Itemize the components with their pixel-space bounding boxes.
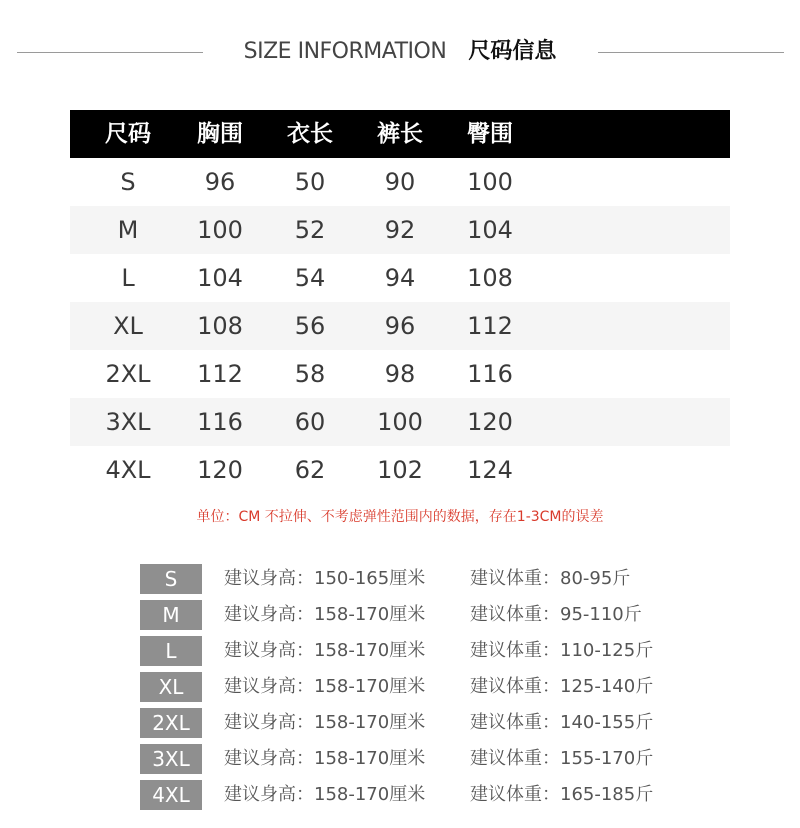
recommended-height: 建议身高：158-170厘米 [224, 748, 426, 769]
recommended-height: 建议身高：158-170厘米 [224, 640, 426, 661]
table-row [70, 158, 730, 206]
cell-chest: 112 [197, 360, 243, 388]
column-header-hip: 臀围 [467, 121, 513, 147]
cell-chest: 108 [197, 312, 243, 340]
cell-hip: 120 [467, 408, 513, 436]
header-divider-right [598, 52, 784, 53]
cell-size: S [120, 168, 136, 196]
recommended-weight: 建议体重：140-155斤 [470, 712, 654, 733]
recommendation-list [140, 563, 740, 815]
recommended-weight: 建议体重：110-125斤 [470, 640, 654, 661]
list-item [140, 779, 740, 815]
cell-hip: 100 [467, 168, 513, 196]
cell-chest: 100 [197, 216, 243, 244]
cell-length: 60 [294, 408, 326, 436]
cell-size: M [117, 216, 139, 244]
list-item [140, 599, 740, 635]
recommended-weight: 建议体重：95-110斤 [470, 604, 642, 625]
size-table [70, 110, 730, 494]
cell-chest: 116 [197, 408, 243, 436]
size-badge: XL [140, 672, 202, 702]
cell-hip: 108 [467, 264, 513, 292]
cell-pants-length: 98 [384, 360, 416, 388]
table-row [70, 350, 730, 398]
size-badge: 2XL [140, 708, 202, 738]
cell-pants-length: 94 [384, 264, 416, 292]
column-header-length: 衣长 [287, 121, 333, 147]
recommended-weight: 建议体重：155-170斤 [470, 748, 654, 769]
recommended-height: 建议身高：158-170厘米 [224, 604, 426, 625]
list-item [140, 563, 740, 599]
table-row [70, 206, 730, 254]
list-item [140, 635, 740, 671]
title-english: SIZE INFORMATION [243, 39, 447, 64]
cell-length: 56 [294, 312, 326, 340]
cell-size: 2XL [105, 360, 151, 388]
cell-size: 4XL [105, 456, 151, 484]
column-header-chest: 胸围 [197, 121, 243, 147]
cell-length: 58 [294, 360, 326, 388]
table-header-row [70, 110, 730, 158]
cell-length: 54 [294, 264, 326, 292]
list-item [140, 671, 740, 707]
cell-length: 62 [294, 456, 326, 484]
cell-length: 50 [294, 168, 326, 196]
recommended-height: 建议身高：150-165厘米 [224, 568, 426, 589]
cell-length: 52 [294, 216, 326, 244]
table-row [70, 302, 730, 350]
size-badge: 3XL [140, 744, 202, 774]
size-badge: L [140, 636, 202, 666]
cell-size: XL [113, 312, 143, 340]
size-badge: 4XL [140, 780, 202, 810]
list-item [140, 743, 740, 779]
cell-hip: 124 [467, 456, 513, 484]
cell-hip: 112 [467, 312, 513, 340]
title-chinese: 尺码信息 [468, 39, 557, 64]
cell-pants-length: 92 [384, 216, 416, 244]
recommended-height: 建议身高：158-170厘米 [224, 712, 426, 733]
recommended-weight: 建议体重：165-185斤 [470, 784, 654, 805]
cell-pants-length: 100 [377, 408, 423, 436]
measurement-note: 单位：CM 不拉伸、不考虑弹性范围内的数据，存在1-3CM的误差 [196, 509, 604, 525]
recommended-height: 建议身高：158-170厘米 [224, 676, 426, 697]
size-badge: M [140, 600, 202, 630]
cell-pants-length: 96 [384, 312, 416, 340]
column-header-size: 尺码 [105, 121, 151, 147]
cell-size: 3XL [105, 408, 151, 436]
size-badge: S [140, 564, 202, 594]
recommended-weight: 建议体重：125-140斤 [470, 676, 654, 697]
table-row [70, 254, 730, 302]
recommended-height: 建议身高：158-170厘米 [224, 784, 426, 805]
cell-pants-length: 90 [384, 168, 416, 196]
list-item [140, 707, 740, 743]
table-row [70, 398, 730, 446]
cell-chest: 120 [197, 456, 243, 484]
cell-chest: 96 [204, 168, 236, 196]
cell-hip: 116 [467, 360, 513, 388]
cell-size: L [121, 264, 135, 292]
column-header-pants-length: 裤长 [377, 121, 423, 147]
table-row [70, 446, 730, 494]
recommended-weight: 建议体重：80-95斤 [470, 568, 631, 589]
cell-pants-length: 102 [377, 456, 423, 484]
cell-chest: 104 [197, 264, 243, 292]
cell-hip: 104 [467, 216, 513, 244]
